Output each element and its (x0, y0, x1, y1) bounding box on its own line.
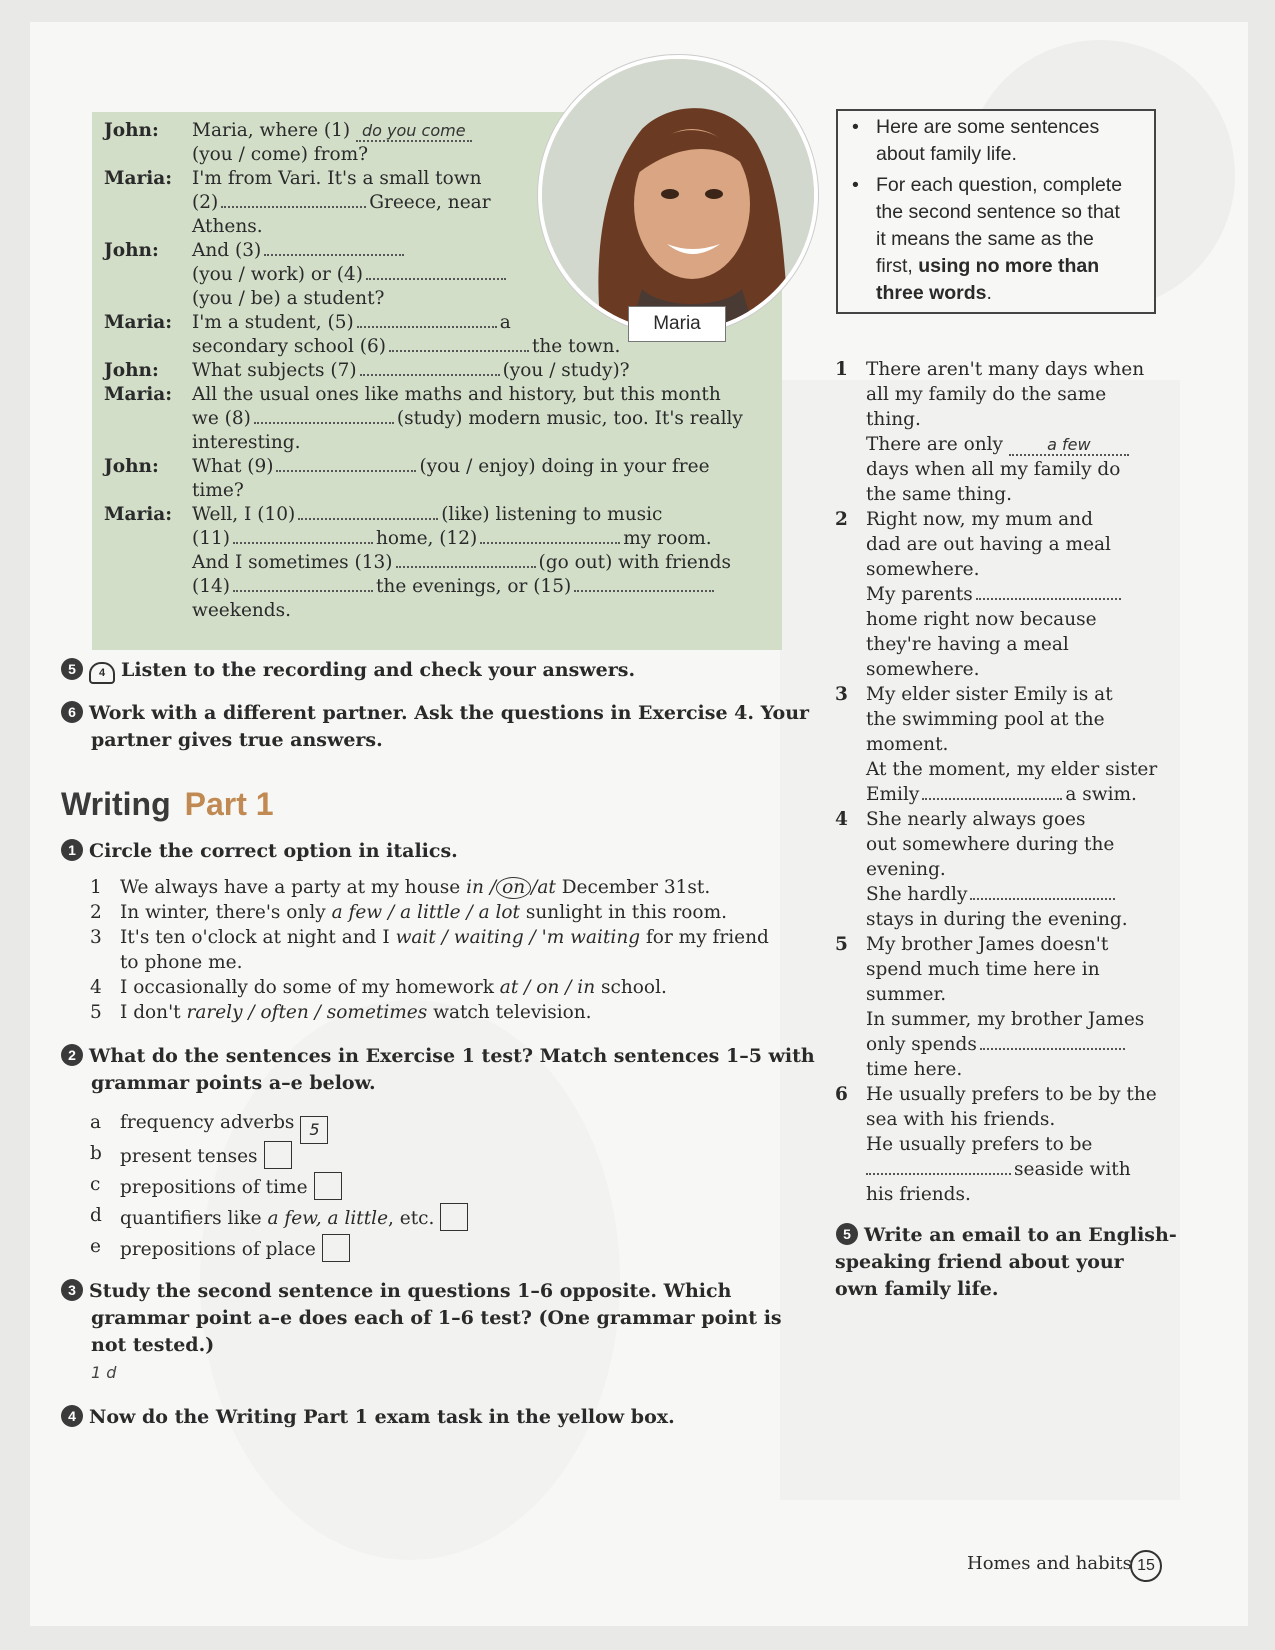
question-line: thing. (866, 409, 921, 430)
writing-ex2-instruction: 2 What do the sentences in Exercise 1 test? Match sentences 1–5 with (61, 1043, 815, 1070)
bullet-icon: • (852, 116, 859, 138)
exam-line: it means the same as the (876, 228, 1094, 250)
writing-ex3-instruction-2: grammar point a–e does each of 1–6 test? (One grammar point is (91, 1307, 782, 1329)
dialogue-line (92, 478, 782, 503)
line-text: All the usual ones like maths and history, but this month (192, 384, 721, 405)
line-text: (you / come) from? (192, 144, 369, 165)
question-line: evening. (866, 859, 946, 880)
handwritten-answer[interactable]: a few (1009, 436, 1129, 456)
question-line: home right now because (866, 609, 1097, 630)
writing-ex1-instruction: 1 Circle the correct option in italics. (61, 838, 458, 865)
dialogue-line (92, 382, 782, 407)
line-text: (you / work) or (4) (192, 264, 363, 285)
question-line: they're having a meal (866, 634, 1069, 655)
line-text: my room. (623, 528, 712, 549)
question-line: somewhere. (866, 659, 980, 680)
exercise-number: 2 (61, 1044, 83, 1066)
writing-ex4-instruction: 4 Now do the Writing Part 1 exam task in the yellow box. (61, 1404, 675, 1431)
question-line: his friends. (866, 1184, 971, 1205)
question-line: the swimming pool at the (866, 709, 1105, 730)
blank-13[interactable] (396, 552, 536, 568)
question-line: sea with his friends. (866, 1109, 1056, 1130)
line-text: a (499, 312, 511, 333)
exercise-number: 1 (61, 839, 83, 861)
question-line: the same thing. (866, 484, 1012, 505)
ex1-item: 3 It's ten o'clock at night and I wait / waiting / 'm waiting for my friend (90, 927, 769, 948)
blank-7[interactable] (360, 360, 500, 376)
exercise-6-instruction-2: partner gives true answers. (91, 729, 383, 751)
italic-options[interactable]: a few / a little / a lot (331, 902, 520, 923)
line-text: (you / study)? (502, 360, 630, 381)
line-text: (14) (192, 576, 230, 597)
blank-2[interactable] (221, 192, 366, 208)
question-5: 5 My brother James doesn't (835, 934, 1109, 955)
blank-5[interactable] (357, 312, 497, 328)
email-task-instruction: 5 Write an email to an English- (836, 1222, 1177, 1249)
question-line: Emily a swim. (866, 784, 1137, 805)
question-line: time here. (866, 1059, 963, 1080)
grammar-point: e prepositions of place (120, 1234, 350, 1262)
line-text: interesting. (192, 432, 301, 453)
speaker-maria: Maria: (104, 504, 173, 525)
speaker-john: John: (104, 360, 159, 381)
blank-3[interactable] (264, 240, 404, 256)
answer-box[interactable] (440, 1203, 468, 1231)
answer-box[interactable] (322, 1234, 350, 1262)
email-task-instruction-3: own family life. (835, 1278, 999, 1300)
ex1-item: to phone me. (120, 952, 243, 973)
italic-options[interactable]: rarely / often / sometimes (186, 1002, 428, 1023)
exam-task-box (836, 109, 1156, 314)
dialogue-line (92, 598, 782, 623)
portrait-illustration (542, 59, 818, 335)
ex1-item: 5 I don't rarely / often / sometimes watch television. (90, 1002, 592, 1023)
question-2: 2 Right now, my mum and (835, 509, 1093, 530)
exam-line: about family life. (876, 143, 1017, 165)
blank-10[interactable] (298, 504, 438, 520)
bullet-icon: • (852, 174, 859, 196)
exam-line: • For each question, complete (876, 172, 1122, 199)
exam-line: first, using no more than (876, 255, 1100, 277)
speaker-maria: Maria: (104, 312, 173, 333)
speaker-maria: Maria: (104, 168, 173, 189)
maria-photo (538, 55, 818, 335)
question-6: 6 He usually prefers to be by the (835, 1084, 1157, 1105)
line-text: the evenings, or (15) (375, 576, 572, 597)
blank-9[interactable] (276, 456, 416, 472)
question-line: At the moment, my elder sister (866, 759, 1158, 780)
photo-name-label: Maria (628, 306, 726, 342)
exercise-5-instruction: 5 4 Listen to the recording and check your answers. (61, 657, 635, 684)
line-text: And I sometimes (13) (192, 552, 393, 573)
line-text: (you / be) a student? (192, 288, 385, 309)
grammar-point: c prepositions of time (120, 1172, 342, 1200)
line-text: (11) (192, 528, 230, 549)
ex1-item: 4 I occasionally do some of my homework at / on / in school. (90, 977, 667, 998)
line-text: the town. (531, 336, 621, 357)
blank-15[interactable] (574, 576, 714, 592)
question-line: out somewhere during the (866, 834, 1115, 855)
circled-answer[interactable]: on (496, 877, 531, 899)
dialogue-line (92, 574, 782, 599)
question-line: My parents (866, 582, 1124, 607)
italic-options[interactable]: at / on / in (499, 977, 596, 998)
line-text: (2) (192, 192, 219, 213)
speaker-john: John: (104, 456, 159, 477)
line-text: (like) listening to music (441, 504, 663, 525)
line-text: I'm a student, (5) (192, 312, 354, 333)
answer-box[interactable] (264, 1141, 292, 1169)
question-line: days when all my family do (866, 459, 1121, 480)
email-task-instruction-2: speaking friend about your (835, 1251, 1124, 1273)
question-line: stays in during the evening. (866, 909, 1128, 930)
question-line: somewhere. (866, 559, 980, 580)
question-1: 1 There aren't many days when (835, 359, 1145, 380)
question-line: spend much time here in (866, 959, 1100, 980)
dialogue-line (92, 430, 782, 455)
line-text: Greece, near (369, 192, 491, 213)
exercise-6-instruction: 6 Work with a different partner. Ask the questions in Exercise 4. Your (61, 700, 809, 727)
question-line: moment. (866, 734, 949, 755)
handwritten-answer[interactable]: do you come (356, 122, 472, 142)
blank-6[interactable] (389, 336, 529, 352)
exercise-number: 4 (61, 1405, 83, 1427)
blank-answer[interactable] (980, 1034, 1125, 1050)
line-text: Well, I (10) (192, 504, 296, 525)
line-text: What subjects (7) (192, 360, 357, 381)
question-line: There are only a few (866, 432, 1129, 457)
question-line: seaside with (866, 1157, 1131, 1182)
line-text: (you / enjoy) doing in your free (419, 456, 710, 477)
line-text: time? (192, 480, 244, 501)
exam-line: the second sentence so that (876, 201, 1120, 223)
answer-box[interactable]: 5 (300, 1116, 328, 1144)
line-text: What (9) (192, 456, 274, 477)
speaker-maria: Maria: (104, 384, 173, 405)
question-4: 4 She nearly always goes (835, 809, 1086, 830)
blank-answer[interactable] (866, 1159, 1011, 1175)
dialogue-line (92, 502, 782, 527)
line-text: home, (12) (375, 528, 478, 549)
section-title: Writing Part 1 (61, 786, 274, 822)
ex1-item: 2 In winter, there's only a few / a little / a lot sunlight in this room. (90, 902, 727, 923)
line-text: Athens. (192, 216, 263, 237)
line-text: (go out) with friends (538, 552, 731, 573)
writing-ex3-instruction-3: not tested.) (91, 1334, 215, 1356)
ex1-item: 1 We always have a party at my house in / on /at December 31st. (90, 877, 711, 898)
blank-4[interactable] (366, 264, 506, 280)
italic-options[interactable]: wait / waiting / 'm waiting (395, 927, 641, 948)
speaker-john: John: (104, 240, 159, 261)
dialogue-line (92, 526, 782, 551)
headphones-icon: 4 (89, 662, 115, 684)
question-line: dad are out having a meal (866, 534, 1111, 555)
grammar-point: d quantifiers like a few, a little, etc. (120, 1203, 468, 1231)
speaker-john: John: (104, 120, 159, 141)
question-line: She hardly (866, 882, 1118, 907)
exam-line: • Here are some sentences (876, 114, 1099, 141)
line-text: And (3) (192, 240, 262, 261)
question-3: 3 My elder sister Emily is at (835, 684, 1113, 705)
dialogue-line (92, 358, 782, 383)
dialogue-line (92, 406, 782, 431)
exercise-number: 5 (836, 1223, 858, 1245)
question-line: He usually prefers to be (866, 1134, 1093, 1155)
exercise-number: 6 (61, 701, 83, 723)
dialogue-line (92, 454, 782, 479)
blank-8[interactable] (254, 408, 394, 424)
blank-answer[interactable] (976, 584, 1121, 600)
exercise-number: 3 (61, 1279, 83, 1301)
question-line: only spends (866, 1032, 1128, 1057)
blank-answer[interactable] (922, 784, 1062, 800)
writing-ex2-instruction-2: grammar points a–e below. (91, 1072, 376, 1094)
grammar-point: b present tenses (120, 1141, 292, 1169)
question-line: summer. (866, 984, 947, 1005)
answer-box[interactable] (314, 1172, 342, 1200)
line-text: we (8) (192, 408, 251, 429)
blank-12[interactable] (480, 528, 620, 544)
line-text: (study) modern music, too. It's really (396, 408, 743, 429)
grammar-point: a frequency adverbs 5 (120, 1110, 328, 1144)
exam-line: three words. (876, 282, 992, 304)
exercise-number: 5 (61, 658, 83, 680)
blank-11[interactable] (233, 528, 373, 544)
question-line: In summer, my brother James (866, 1009, 1145, 1030)
blank-14[interactable] (233, 576, 373, 592)
line-text: weekends. (192, 600, 292, 621)
page-number: 15 (1130, 1550, 1162, 1582)
line-text: secondary school (6) (192, 336, 386, 357)
handwritten-note: 1 d (91, 1363, 117, 1382)
question-line: all my family do the same (866, 384, 1107, 405)
line-text: I'm from Vari. It's a small town (192, 168, 482, 189)
blank-answer[interactable] (970, 884, 1115, 900)
line-text: Maria, where (1) (192, 120, 351, 141)
writing-ex3-instruction: 3 Study the second sentence in questions 1–6 opposite. Which (61, 1278, 731, 1305)
footer-unit-title: Homes and habits (967, 1553, 1132, 1574)
dialogue-line (92, 550, 782, 575)
